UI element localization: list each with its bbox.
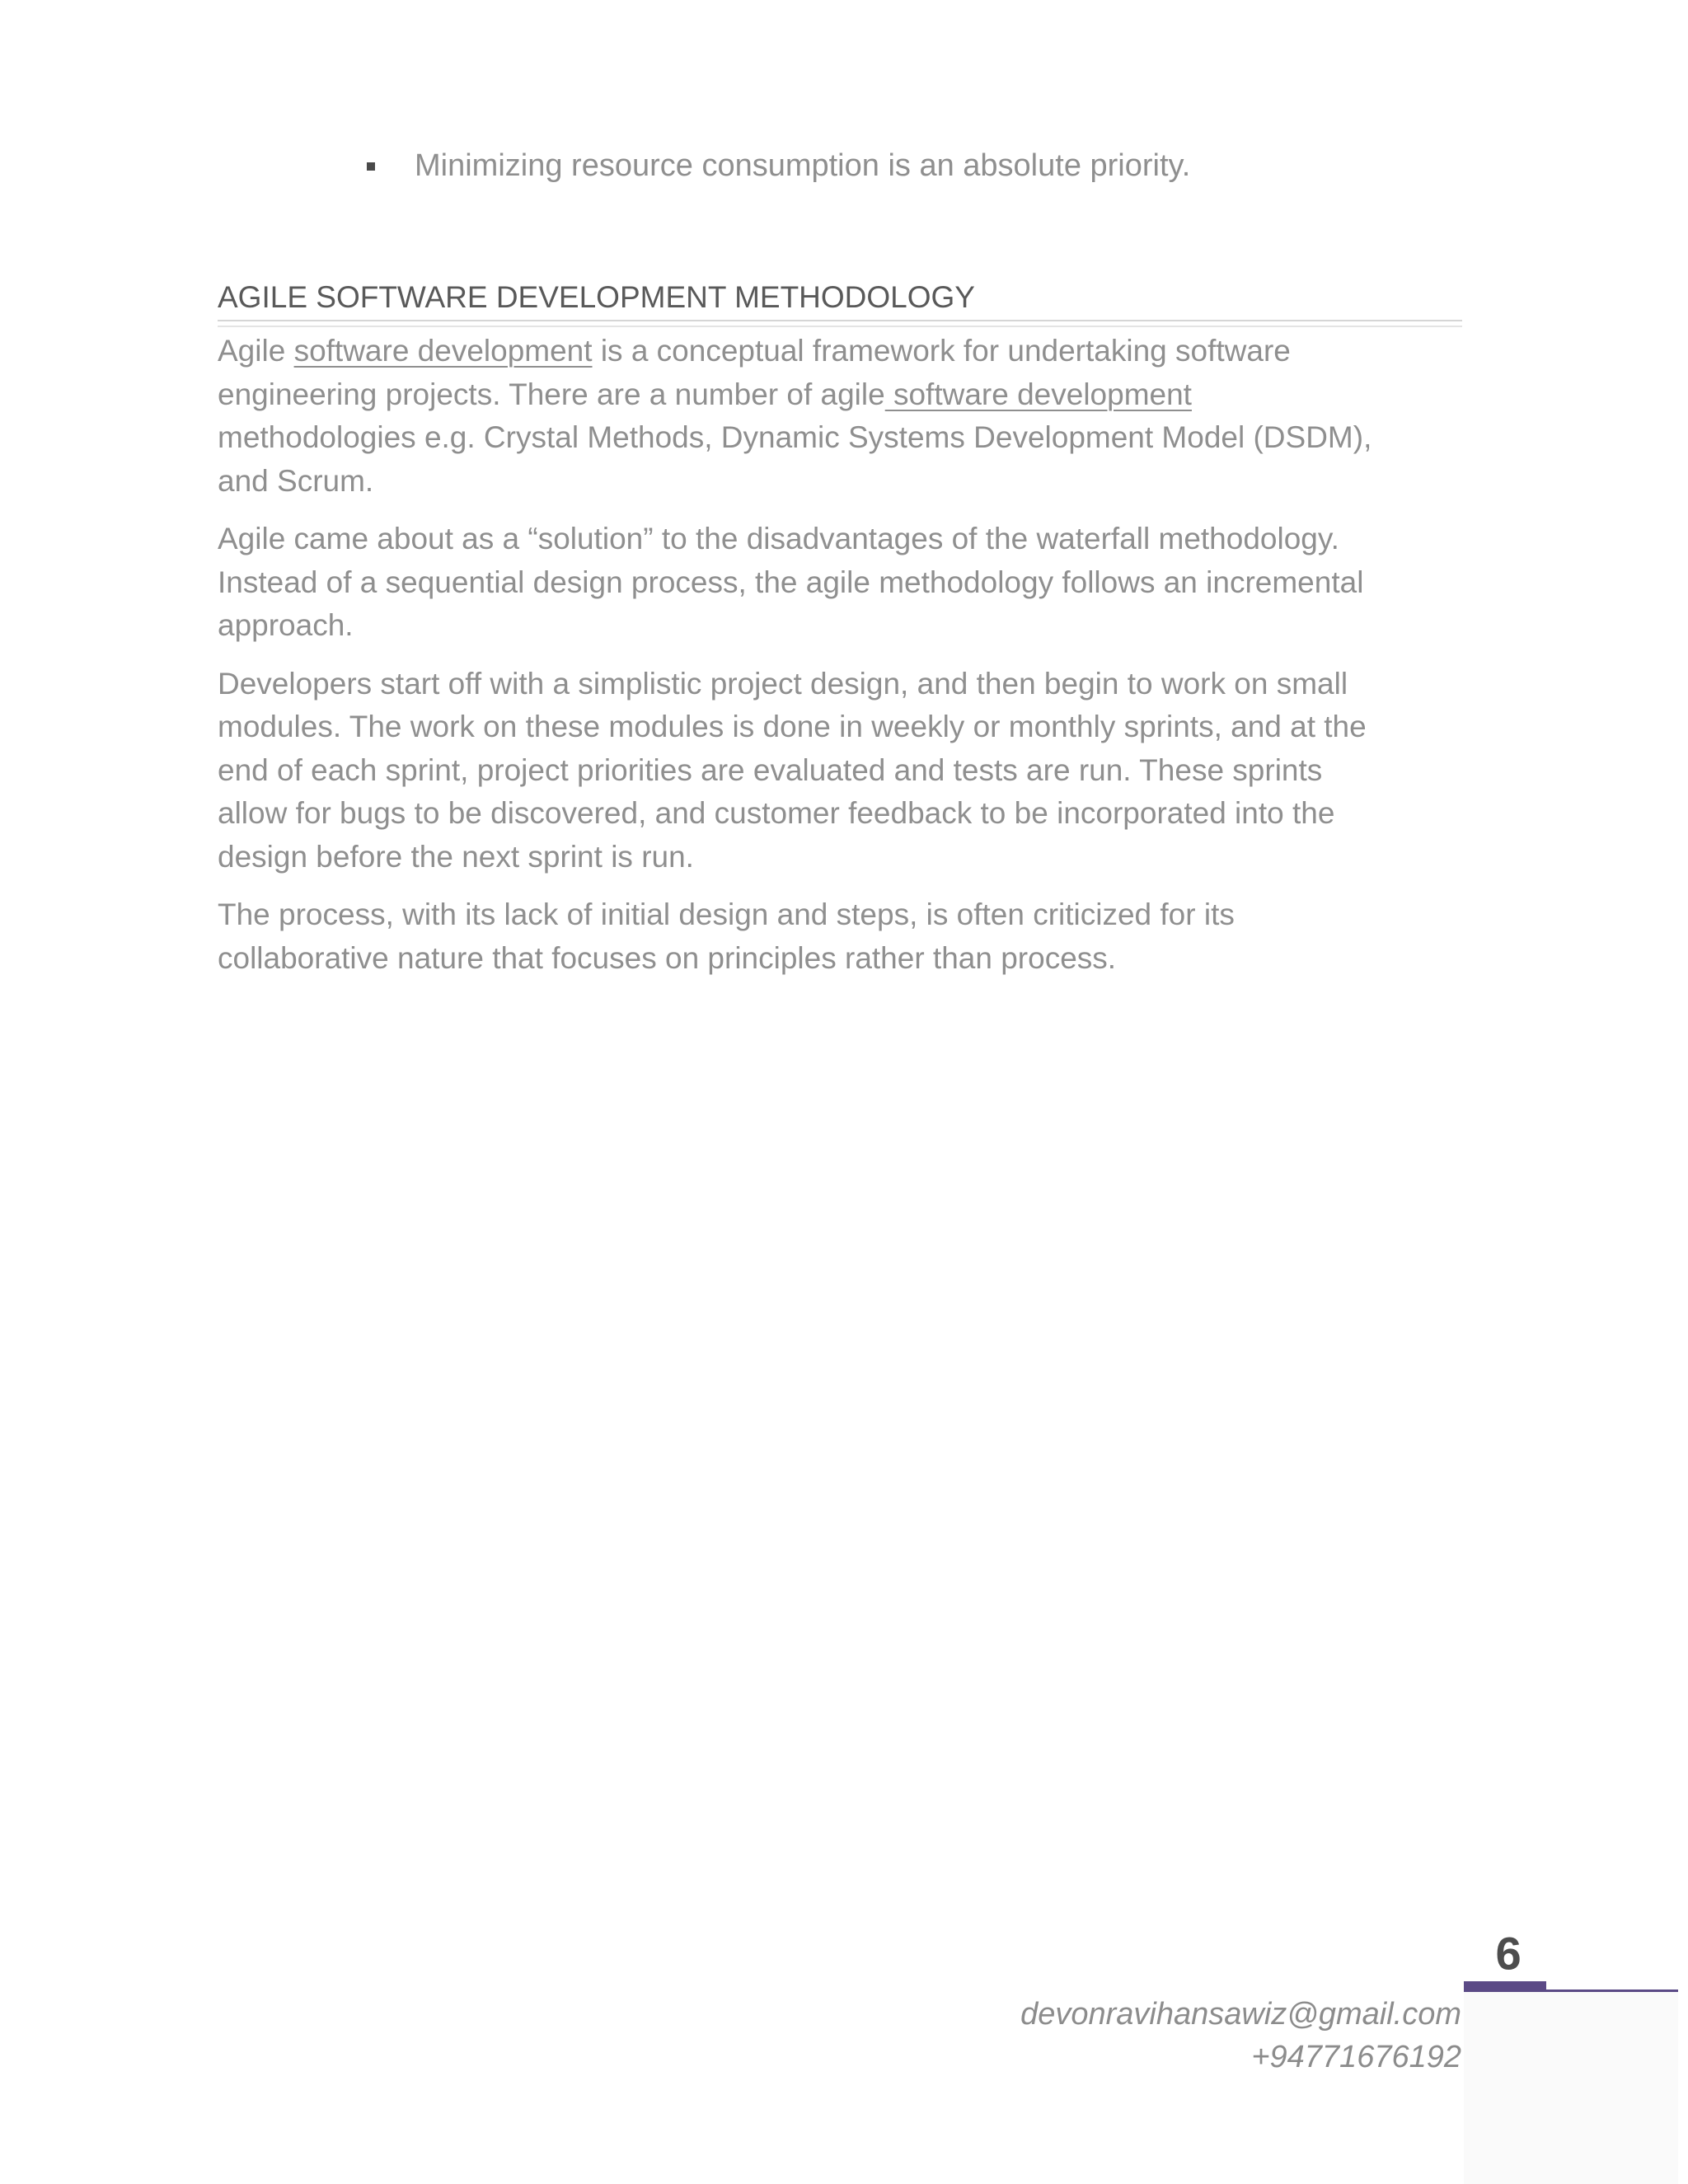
footer-email: devonravihansawiz@gmail.com [1020, 1997, 1461, 2032]
link-software-development-2[interactable]: software development [884, 377, 1192, 411]
footer-side-panel [1464, 1992, 1678, 2184]
paragraph-2: Agile came about as a “solution” to the disadvantages of the waterfall methodology. Instead of a sequential design process, the agile methodology follows an incremental approach. [218, 522, 1364, 642]
page-number: 9 [1495, 1928, 1522, 1980]
bullet-text: Minimizing resource consumption is an absolute priority. [415, 148, 1191, 183]
footer-contact [1020, 1993, 1461, 2079]
square-bullet-icon [367, 162, 375, 171]
paragraph-4: The process, with its lack of initial design and steps, is often criticized for its collaborative nature that focuses on principles rather than process. [218, 898, 1235, 975]
footer-accent-line [1546, 1990, 1678, 1992]
page-number-accent-bar [1464, 1981, 1546, 1992]
paragraph-1-text-c: methodologies e.g. Crystal Methods, Dynamic Systems Development Model (DSDM), and Scrum. [218, 420, 1372, 498]
paragraph-1 [218, 330, 1388, 503]
footer-phone: +94771676192 [1251, 2040, 1461, 2074]
section-heading: AGILE SOFTWARE DEVELOPMENT METHODOLOGY [218, 280, 1462, 321]
heading-divider [218, 326, 1462, 327]
link-software-development[interactable]: software development [293, 334, 593, 368]
bullet-item [367, 148, 1190, 184]
section-body [218, 330, 1388, 995]
paragraph-1-text-b: is a conceptual framework for undertaking software engineering projects. There are a number of agile [218, 334, 1291, 411]
paragraph-1-text-a: Agile [218, 334, 294, 368]
paragraph-3: Developers start off with a simplistic project design, and then begin to work on small modules. The work on these modules is done in weekly or monthly sprints, and at the end of each sprint, project priorities are evaluated and tests are run. These sprints allow for bugs to be discovered, and customer feedback to be incorporated into the design before the next sprint is run. [218, 666, 1367, 874]
